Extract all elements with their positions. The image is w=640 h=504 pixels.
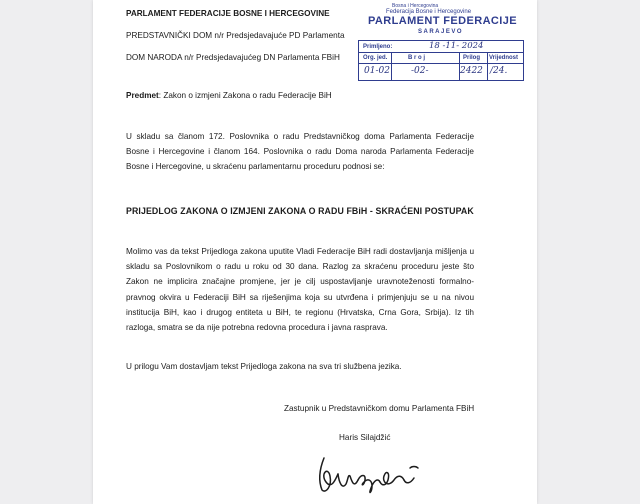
stamp-col-number-label: B r o j <box>408 55 426 61</box>
closing-role: Zastupnik u Predstavničkom domu Parlamenta FBiH <box>284 404 475 413</box>
subject-text: : Zakon o izmjeni Zakona o radu Federacije BiH <box>158 91 332 100</box>
recipient-line-2: DOM NARODA n/r Predsjedavajućeg DN Parlamenta FBiH <box>126 53 340 62</box>
stamp-divider <box>391 53 392 80</box>
body-paragraph: Molimo vas da tekst Prijedloga zakona uputite Vladi Federacije BiH radi dostavljanja mišljenja u skladu sa Poslovnikom o radu u roku od 30 dana. Razlog za skraćenu proceduru jeste što Zakon ne implicira značajne promjene, jer je cilj uspostavljanje uravnoteženosti formalno-pravnog okvira u Federaciji BiH sa riješenjima koja su utvrđena i primjenjuju se u na nivou institucija BiH, kao i drugog entiteta u BiH, te regionu (Hrvatska, Crna Gora, Srbija). Iz tih razloga, smatra se da nije potrebna redovna procedura i javna rasprava. <box>126 247 474 333</box>
stamp-received-date: 18 -11- 2024 <box>429 41 484 51</box>
stamp-org-value: 01-02 <box>364 66 390 76</box>
stamp-divider <box>487 53 488 80</box>
proposal-heading: PRIJEDLOG ZAKONA O IZMJENI ZAKONA O RADU FBiH - SKRAĆENI POSTUPAK <box>126 206 474 216</box>
subject-label: Predmet <box>126 91 159 100</box>
subject-line <box>126 90 332 102</box>
stamp-number-value: -02- <box>411 66 429 76</box>
stamp-attachment-value: 2422 <box>460 66 483 76</box>
stamp-parliament-line: PARLAMENT FEDERACIJE <box>368 15 517 27</box>
stamp-country-line: Bosna i Hercegovina <box>392 3 439 9</box>
stamp-city-line: SARAJEVO <box>418 29 464 35</box>
document-page <box>93 0 537 504</box>
stamp-received-row <box>359 41 523 53</box>
stamp-header-row <box>359 53 523 64</box>
stamp-received-label: Primljeno: <box>363 44 393 50</box>
stamp-value-value: /24. <box>490 66 508 76</box>
signatory-name: Haris Silajdžić <box>339 433 391 442</box>
stamp-federation-line: Federacija Bosne i Hercegovine <box>386 9 472 15</box>
stamp-grid <box>358 40 524 81</box>
stamp-col-org-label: Org. jed. <box>363 55 388 61</box>
intro-paragraph: U skladu sa članom 172. Poslovnika o radu Predstavničkog doma Parlamenta Federacije Bosne i Hercegovine i članom 164. Poslovnika o radu Doma naroda Parlamenta Federacije Bosne i Hercegovine, u skraćenu parlamentarnu proceduru podnosi se: <box>126 132 474 172</box>
handwritten-signature-icon <box>314 450 424 498</box>
registry-stamp <box>356 3 527 81</box>
stamp-col-attachment-label: Prilog <box>463 55 481 61</box>
institution-title: PARLAMENT FEDERACIJE BOSNE I HERCEGOVINE <box>126 9 330 18</box>
stamp-col-value-label: Vrijednost <box>489 55 519 61</box>
attachment-note: U prilogu Vam dostavljam tekst Prijedloga zakona na sva tri službena jezika. <box>126 362 402 371</box>
recipient-line-1: PREDSTAVNIČKI DOM n/r Predsjedavajuće PD Parlamenta <box>126 31 345 40</box>
